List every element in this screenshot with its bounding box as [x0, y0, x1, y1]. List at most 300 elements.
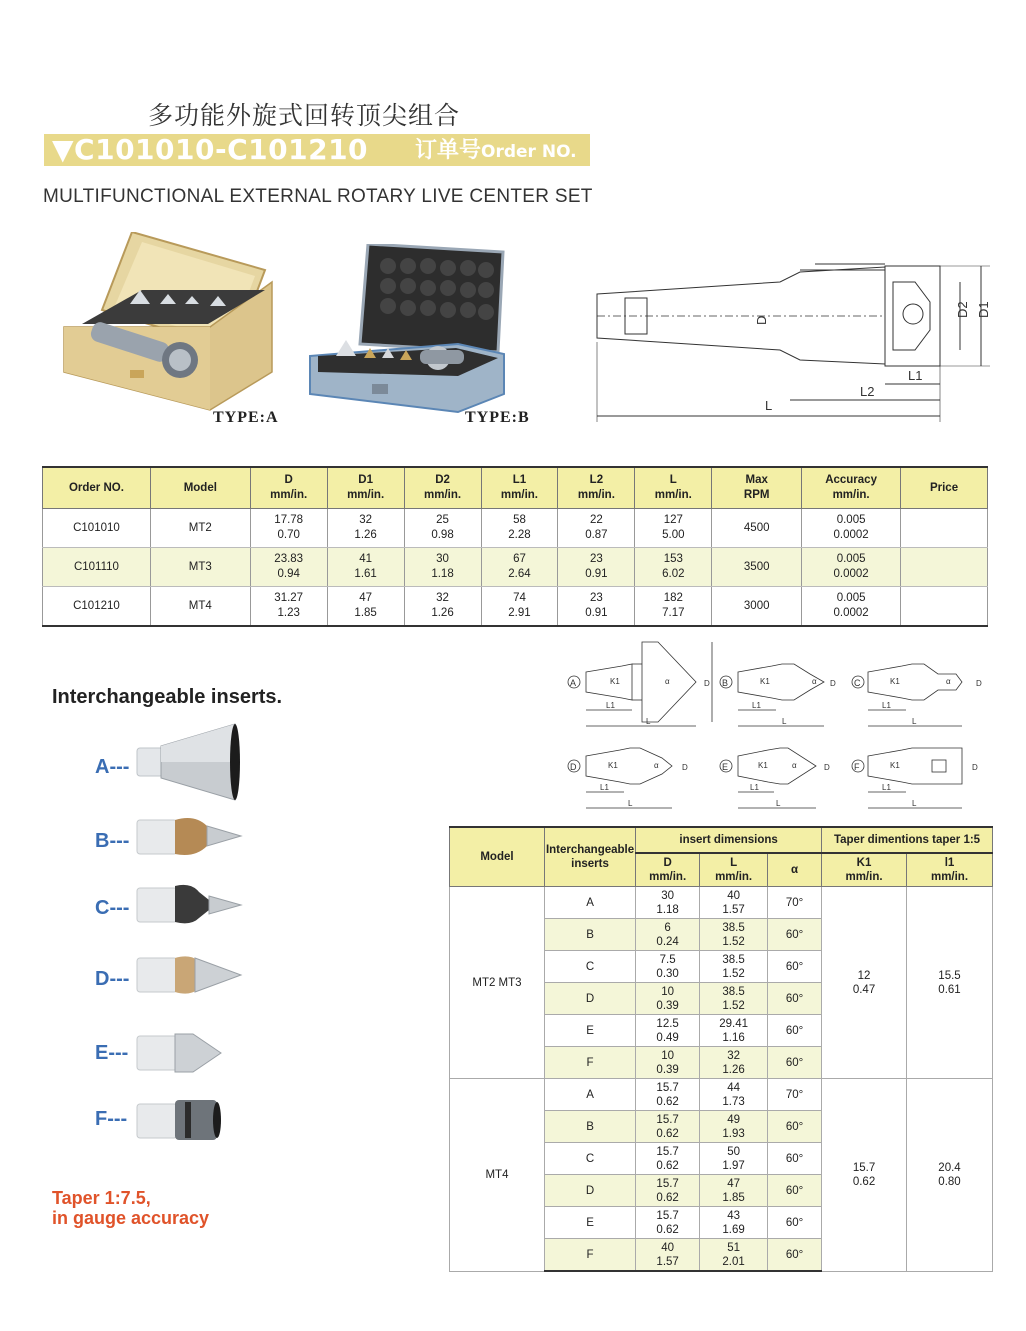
- cell-d1-in: 1.61: [354, 568, 377, 580]
- taper-note-line1: Taper 1:7.5,: [52, 1188, 151, 1208]
- drawing-a-alpha: α: [665, 677, 670, 686]
- cell-acc-mm: 0.005: [836, 592, 866, 604]
- cell-l: [635, 587, 712, 627]
- cell-d2: [404, 587, 481, 627]
- cell-d-mm: 15.7: [656, 1145, 679, 1158]
- cell-d: [636, 1207, 700, 1239]
- insert-table: [449, 826, 993, 1272]
- cell-d-in: 1.57: [656, 1255, 679, 1268]
- cell-d-in: 0.62: [656, 1095, 679, 1108]
- col-k1-unit: mm/in.: [845, 871, 883, 883]
- table-row: [450, 887, 993, 919]
- cell-l-in: 1.16: [722, 1031, 745, 1044]
- cell-l1: [481, 587, 558, 627]
- col-d-label: D: [284, 474, 293, 486]
- cell-l: [700, 1111, 768, 1143]
- col-model: [450, 827, 545, 887]
- order-range: ▼C101010-C101210: [52, 133, 369, 166]
- cell-d: [636, 1015, 700, 1047]
- cell-d: [250, 587, 327, 627]
- drawing-c-l: L: [912, 717, 917, 726]
- col-insert-dimensions-label: insert dimensions: [679, 834, 778, 846]
- cell-l1-mm: 20.4: [938, 1161, 961, 1174]
- page-title-en: MULTIFUNCTIONAL EXTERNAL ROTARY LIVE CENTER SET: [43, 186, 593, 207]
- cell-d-in: 0.62: [656, 1223, 679, 1236]
- drawing-b-l1: L1: [752, 701, 761, 710]
- drawing-d-alpha: α: [654, 761, 659, 770]
- taper-note-line2: in gauge accuracy: [52, 1208, 210, 1228]
- cell-insert: F: [544, 1047, 635, 1079]
- cell-d-in: 0.62: [656, 1159, 679, 1172]
- cell-d-mm: 30: [661, 889, 675, 902]
- cell-acc-in: 0.0002: [833, 529, 869, 541]
- drawing-c: [852, 664, 982, 726]
- cell-alpha: 60°: [768, 1175, 822, 1207]
- col-k1: [822, 853, 907, 887]
- cell-l: [700, 1175, 768, 1207]
- dim-d1-label: D1: [976, 301, 991, 318]
- col-l2-unit: mm/in.: [577, 489, 615, 501]
- cell-d-mm: 15.7: [656, 1113, 679, 1126]
- col-l1-unit: mm/in.: [930, 871, 969, 883]
- col-model-label: Model: [183, 481, 217, 494]
- dim-l-label: L: [765, 398, 773, 413]
- table-row: [43, 509, 988, 548]
- cell-l-mm: 47: [727, 1177, 740, 1190]
- cell-d: [636, 983, 700, 1015]
- cell-acc-in: 0.0002: [833, 568, 869, 580]
- insert-f-image: [135, 1096, 245, 1144]
- cell-rpm: 3500: [712, 548, 802, 587]
- cell-l1-in: 2.91: [508, 607, 531, 619]
- col-l1-label: L1: [512, 474, 527, 486]
- inserts-title: Interchangeable inserts.: [52, 686, 283, 708]
- cell-l-mm: 182: [663, 592, 683, 604]
- col-taper-dimensions: [822, 827, 993, 853]
- cell-d-in: 1.23: [277, 607, 300, 619]
- cell-d1: [327, 509, 404, 548]
- cell-accuracy: [802, 548, 901, 587]
- drawing-e-l1: L1: [750, 783, 759, 792]
- cell-order: C101110: [43, 548, 151, 587]
- cell-l-in: 7.17: [662, 607, 685, 619]
- cell-k1: [822, 1079, 907, 1272]
- cell-l: [700, 1079, 768, 1111]
- dim-l2-label: L2: [860, 384, 875, 399]
- col-insert-dimensions: [636, 827, 822, 853]
- cell-d-mm: 12.5: [656, 1017, 679, 1030]
- cell-accuracy: [802, 509, 901, 548]
- cell-d: [636, 1239, 700, 1272]
- cell-d-mm: 15.7: [656, 1081, 679, 1094]
- col-rpm-label: RPM: [743, 489, 770, 501]
- cell-alpha: 60°: [768, 1047, 822, 1079]
- type-b-label: TYPE:B: [465, 409, 530, 426]
- drawing-e-l: L: [776, 799, 781, 808]
- cell-l-in: 1.73: [722, 1095, 745, 1108]
- cell-d2-in: 1.18: [431, 568, 454, 580]
- cell-l-in: 5.00: [662, 529, 685, 541]
- col-l-unit: mm/in.: [654, 489, 692, 501]
- cell-d: [250, 509, 327, 548]
- cell-d1-in: 1.85: [354, 607, 377, 619]
- cell-alpha: 70°: [768, 887, 822, 919]
- col-d-unit: mm/in.: [270, 489, 308, 501]
- cell-l-mm: 38.5: [722, 921, 745, 934]
- cell-l1-in: 0.61: [938, 983, 961, 996]
- cell-d2-mm: 30: [436, 553, 449, 565]
- drawing-d-l1: L1: [600, 783, 609, 792]
- cell-d-mm: 40: [661, 1241, 675, 1254]
- cell-d2-mm: 32: [436, 592, 449, 604]
- cell-d-in: 0.62: [656, 1127, 679, 1140]
- cell-alpha: 60°: [768, 1143, 822, 1175]
- insert-d-image: [135, 952, 245, 997]
- col-l-label: L: [730, 857, 738, 869]
- insert-a-label: A---: [95, 756, 130, 778]
- cell-insert: E: [544, 1015, 635, 1047]
- col-taper-dimensions-label: Taper dimentions taper 1:5: [833, 834, 981, 846]
- cell-d: [636, 1143, 700, 1175]
- cell-l-in: 1.85: [722, 1191, 745, 1204]
- col-accuracy-unit: mm/in.: [832, 489, 870, 501]
- dim-d-label: D: [754, 315, 769, 325]
- cell-rpm: 4500: [712, 509, 802, 548]
- cell-l2-mm: 22: [589, 514, 603, 526]
- cell-alpha: 60°: [768, 1239, 822, 1272]
- type-a-label: TYPE:A: [213, 409, 279, 426]
- live-center-drawing: [585, 252, 1005, 427]
- col-l1-unit: mm/in.: [500, 489, 538, 501]
- cell-l: [700, 983, 768, 1015]
- cell-k1-mm: 12: [857, 969, 871, 982]
- col-d2: [404, 467, 481, 509]
- cell-insert: B: [544, 919, 635, 951]
- cell-d: [636, 887, 700, 919]
- cell-l: [700, 1015, 768, 1047]
- cell-insert: A: [544, 1079, 635, 1111]
- cell-l-in: 1.93: [722, 1127, 745, 1140]
- cell-l-in: 1.52: [722, 935, 745, 948]
- col-price: [901, 467, 988, 509]
- cell-d-in: 0.70: [277, 529, 300, 541]
- aluminum-case-photo: [308, 244, 508, 416]
- drawing-a-k1: K1: [610, 677, 620, 686]
- insert-b-label: B---: [95, 830, 130, 852]
- cell-d1-in: 1.26: [354, 529, 377, 541]
- cell-d-in: 0.94: [277, 568, 300, 580]
- cell-l-mm: 38.5: [722, 985, 745, 998]
- table-row: [43, 548, 988, 587]
- insert-e-label: E---: [95, 1042, 129, 1064]
- cell-accuracy: [802, 587, 901, 627]
- cell-alpha: 60°: [768, 1015, 822, 1047]
- cell-l1-in: 2.64: [508, 568, 531, 580]
- cell-model: MT2 MT3: [450, 887, 545, 1079]
- drawing-a-l1: L1: [606, 701, 615, 710]
- cell-l-mm: 50: [727, 1145, 740, 1158]
- order-label-en: Order NO.: [481, 142, 577, 162]
- cell-d-in: 1.18: [656, 903, 679, 916]
- cell-l-mm: 32: [727, 1049, 740, 1062]
- cell-d-mm: 15.7: [656, 1209, 679, 1222]
- drawing-b: [720, 664, 836, 726]
- drawing-b-alpha: α: [812, 677, 817, 686]
- drawing-d-l: L: [628, 799, 633, 808]
- cell-k1-in: 0.62: [852, 1175, 876, 1188]
- cell-l-mm: 43: [727, 1209, 740, 1222]
- drawing-d-letter: D: [570, 762, 577, 772]
- insert-header-row-1: [450, 827, 993, 853]
- col-d2-unit: mm/in.: [424, 489, 462, 501]
- page-title-cn: 多功能外旋式回转顶尖组合: [148, 101, 461, 130]
- col-l: [635, 467, 712, 509]
- cell-d-mm: 6: [664, 921, 671, 934]
- drawing-e-alpha: α: [792, 761, 797, 770]
- cell-l1: [907, 887, 993, 1079]
- dim-d2-label: D2: [955, 301, 970, 318]
- drawing-b-l: L: [782, 717, 787, 726]
- cell-l1-in: 2.28: [508, 529, 531, 541]
- insert-a-image: [135, 722, 245, 802]
- cell-d2: [404, 509, 481, 548]
- cell-l2-mm: 23: [589, 553, 603, 565]
- cell-l-in: 1.52: [722, 967, 745, 980]
- cell-insert: A: [544, 887, 635, 919]
- cell-d2: [404, 548, 481, 587]
- table-row: [43, 587, 988, 627]
- cell-insert: F: [544, 1239, 635, 1272]
- cell-model: MT4: [150, 587, 250, 627]
- insert-d-label: D---: [95, 968, 130, 990]
- cell-l-mm: 40: [727, 889, 740, 902]
- col-interchangeable: [544, 827, 635, 887]
- drawing-e-k1: K1: [758, 761, 768, 770]
- cell-l1: [907, 1079, 993, 1272]
- cell-l2-in: 0.91: [585, 607, 608, 619]
- cell-l-mm: 51: [727, 1241, 740, 1254]
- cell-l-in: 2.01: [722, 1255, 745, 1268]
- cell-l: [700, 951, 768, 983]
- cell-model: MT4: [450, 1079, 545, 1272]
- drawing-c-letter: C: [854, 678, 861, 688]
- cell-l1-mm: 67: [513, 553, 526, 565]
- col-model: [150, 467, 250, 509]
- col-l2: [558, 467, 635, 509]
- col-d2-label: D2: [435, 474, 450, 486]
- cell-price: [901, 548, 988, 587]
- cell-l-mm: 29.41: [719, 1017, 748, 1030]
- cell-l1-mm: 74: [513, 592, 526, 604]
- drawing-f-l: L: [912, 799, 917, 808]
- col-accuracy: [802, 467, 901, 509]
- cell-d2-mm: 25: [436, 514, 449, 526]
- drawing-a: [568, 642, 712, 726]
- cell-l-in: 6.02: [662, 568, 685, 580]
- cell-l: [700, 919, 768, 951]
- cell-l1-mm: 58: [513, 514, 526, 526]
- cell-l2: [558, 587, 635, 627]
- cell-l2-in: 0.87: [585, 529, 608, 541]
- cell-insert: E: [544, 1207, 635, 1239]
- cell-insert: C: [544, 1143, 635, 1175]
- cell-d-in: 0.30: [656, 967, 679, 980]
- cell-d-in: 0.24: [656, 935, 679, 948]
- col-price-label: Price: [929, 481, 959, 494]
- cell-d-in: 0.39: [656, 1063, 679, 1076]
- drawing-f-d: D: [972, 763, 978, 772]
- cell-d-in: 0.49: [656, 1031, 679, 1044]
- cell-d1: [327, 548, 404, 587]
- drawing-e: [720, 748, 830, 808]
- cell-l2: [558, 509, 635, 548]
- drawing-e-d: D: [824, 763, 830, 772]
- cell-l-in: 1.57: [722, 903, 745, 916]
- drawing-b-k1: K1: [760, 677, 770, 686]
- col-k1-label: K1: [856, 857, 872, 869]
- cell-d-mm: 31.27: [274, 592, 304, 604]
- drawing-c-l1: L1: [882, 701, 891, 710]
- cell-l: [700, 1207, 768, 1239]
- cell-alpha: 60°: [768, 1207, 822, 1239]
- cell-d-mm: 10: [661, 985, 675, 998]
- cell-alpha: 60°: [768, 919, 822, 951]
- col-l-unit: mm/in.: [715, 871, 753, 883]
- cell-l: [700, 887, 768, 919]
- col-l: [700, 853, 768, 887]
- insert-f-label: F---: [95, 1108, 128, 1130]
- cell-d2-in: 1.26: [431, 607, 454, 619]
- col-l1-label: l1: [944, 857, 955, 869]
- cell-l-in: 1.69: [722, 1223, 745, 1236]
- cell-d1-mm: 41: [359, 553, 373, 565]
- cell-l-mm: 153: [663, 553, 683, 565]
- cell-l-in: 1.97: [722, 1159, 745, 1172]
- col-max-label: Max: [745, 474, 768, 486]
- col-d: [636, 853, 700, 887]
- cell-l-mm: 44: [727, 1081, 740, 1094]
- cell-order: C101010: [43, 509, 151, 548]
- cell-d-mm: 7.5: [659, 953, 676, 966]
- order-label: [415, 134, 577, 169]
- cell-k1: [822, 887, 907, 1079]
- col-max-rpm: [712, 467, 802, 509]
- col-order-no-label: Order NO.: [68, 481, 124, 494]
- drawing-c-d: D: [976, 679, 982, 688]
- col-accuracy-label: Accuracy: [825, 474, 877, 486]
- drawing-f: [852, 748, 978, 808]
- cell-d: [636, 951, 700, 983]
- col-d-unit: mm/in.: [649, 871, 687, 883]
- cell-d: [636, 919, 700, 951]
- insert-c-label: C---: [95, 897, 130, 919]
- cell-l1: [481, 509, 558, 548]
- col-l1: [907, 853, 993, 887]
- cell-d: [250, 548, 327, 587]
- order-label-cn: 订单号: [415, 138, 482, 163]
- cell-d: [636, 1079, 700, 1111]
- cell-rpm: 3000: [712, 587, 802, 627]
- col-l-label: L: [669, 474, 677, 486]
- cell-alpha: 60°: [768, 1111, 822, 1143]
- drawing-c-k1: K1: [890, 677, 900, 686]
- col-l1: [481, 467, 558, 509]
- cell-model: MT2: [150, 509, 250, 548]
- col-model-label: Model: [480, 851, 514, 863]
- drawing-f-letter: F: [854, 762, 860, 772]
- cell-model: MT3: [150, 548, 250, 587]
- cell-insert: C: [544, 951, 635, 983]
- table-row: [450, 1079, 993, 1111]
- col-d1: [327, 467, 404, 509]
- cell-price: [901, 587, 988, 627]
- cell-l: [700, 1143, 768, 1175]
- cell-alpha: 60°: [768, 983, 822, 1015]
- cell-acc-mm: 0.005: [836, 553, 866, 565]
- cell-acc-in: 0.0002: [833, 607, 869, 619]
- drawing-e-letter: E: [722, 762, 729, 772]
- drawing-a-d: D: [704, 679, 710, 688]
- cell-d2-in: 0.98: [431, 529, 454, 541]
- cell-d: [636, 1047, 700, 1079]
- drawing-b-d: D: [830, 679, 836, 688]
- insert-drawings: [562, 636, 1002, 816]
- cell-d-in: 0.62: [656, 1191, 679, 1204]
- cell-price: [901, 509, 988, 548]
- taper-note: [52, 1188, 209, 1228]
- cell-l-in: 1.52: [722, 999, 745, 1012]
- cell-d1-mm: 32: [359, 514, 373, 526]
- cell-alpha: 60°: [768, 951, 822, 983]
- cell-alpha: 70°: [768, 1079, 822, 1111]
- wooden-box-photo: [60, 232, 275, 412]
- drawing-a-l: L: [646, 717, 651, 726]
- drawing-f-l1: L1: [882, 783, 891, 792]
- cell-d1-mm: 47: [359, 592, 373, 604]
- cell-l2-in: 0.91: [585, 568, 608, 580]
- spec-table: [42, 466, 988, 627]
- col-l2-label: L2: [589, 474, 604, 486]
- col-d1-label: D1: [358, 474, 373, 486]
- drawing-d-d: D: [682, 763, 688, 772]
- col-d-label: D: [663, 857, 672, 869]
- col-order-no: [43, 467, 151, 509]
- cell-insert: B: [544, 1111, 635, 1143]
- cell-order: C101210: [43, 587, 151, 627]
- insert-e-image: [135, 1030, 245, 1075]
- cell-l1: [481, 548, 558, 587]
- cell-d1: [327, 587, 404, 627]
- col-d: [250, 467, 327, 509]
- cell-l1-mm: 15.5: [938, 969, 961, 982]
- col-interchangeable-label: Interchangeable inserts: [545, 844, 635, 870]
- cell-l1-in: 0.80: [938, 1175, 961, 1188]
- cell-l2-mm: 23: [589, 592, 603, 604]
- cell-d-mm: 23.83: [274, 553, 304, 565]
- cell-insert: D: [544, 1175, 635, 1207]
- cell-d: [636, 1175, 700, 1207]
- cell-l: [635, 509, 712, 548]
- cell-l2: [558, 548, 635, 587]
- cell-d-in: 0.39: [656, 999, 679, 1012]
- col-d1-unit: mm/in.: [347, 489, 385, 501]
- insert-c-image: [135, 882, 245, 927]
- cell-acc-mm: 0.005: [836, 514, 866, 526]
- cell-insert: D: [544, 983, 635, 1015]
- cell-l-in: 1.26: [722, 1063, 745, 1076]
- drawing-a-letter: A: [570, 678, 577, 688]
- drawing-c-alpha: α: [946, 677, 951, 686]
